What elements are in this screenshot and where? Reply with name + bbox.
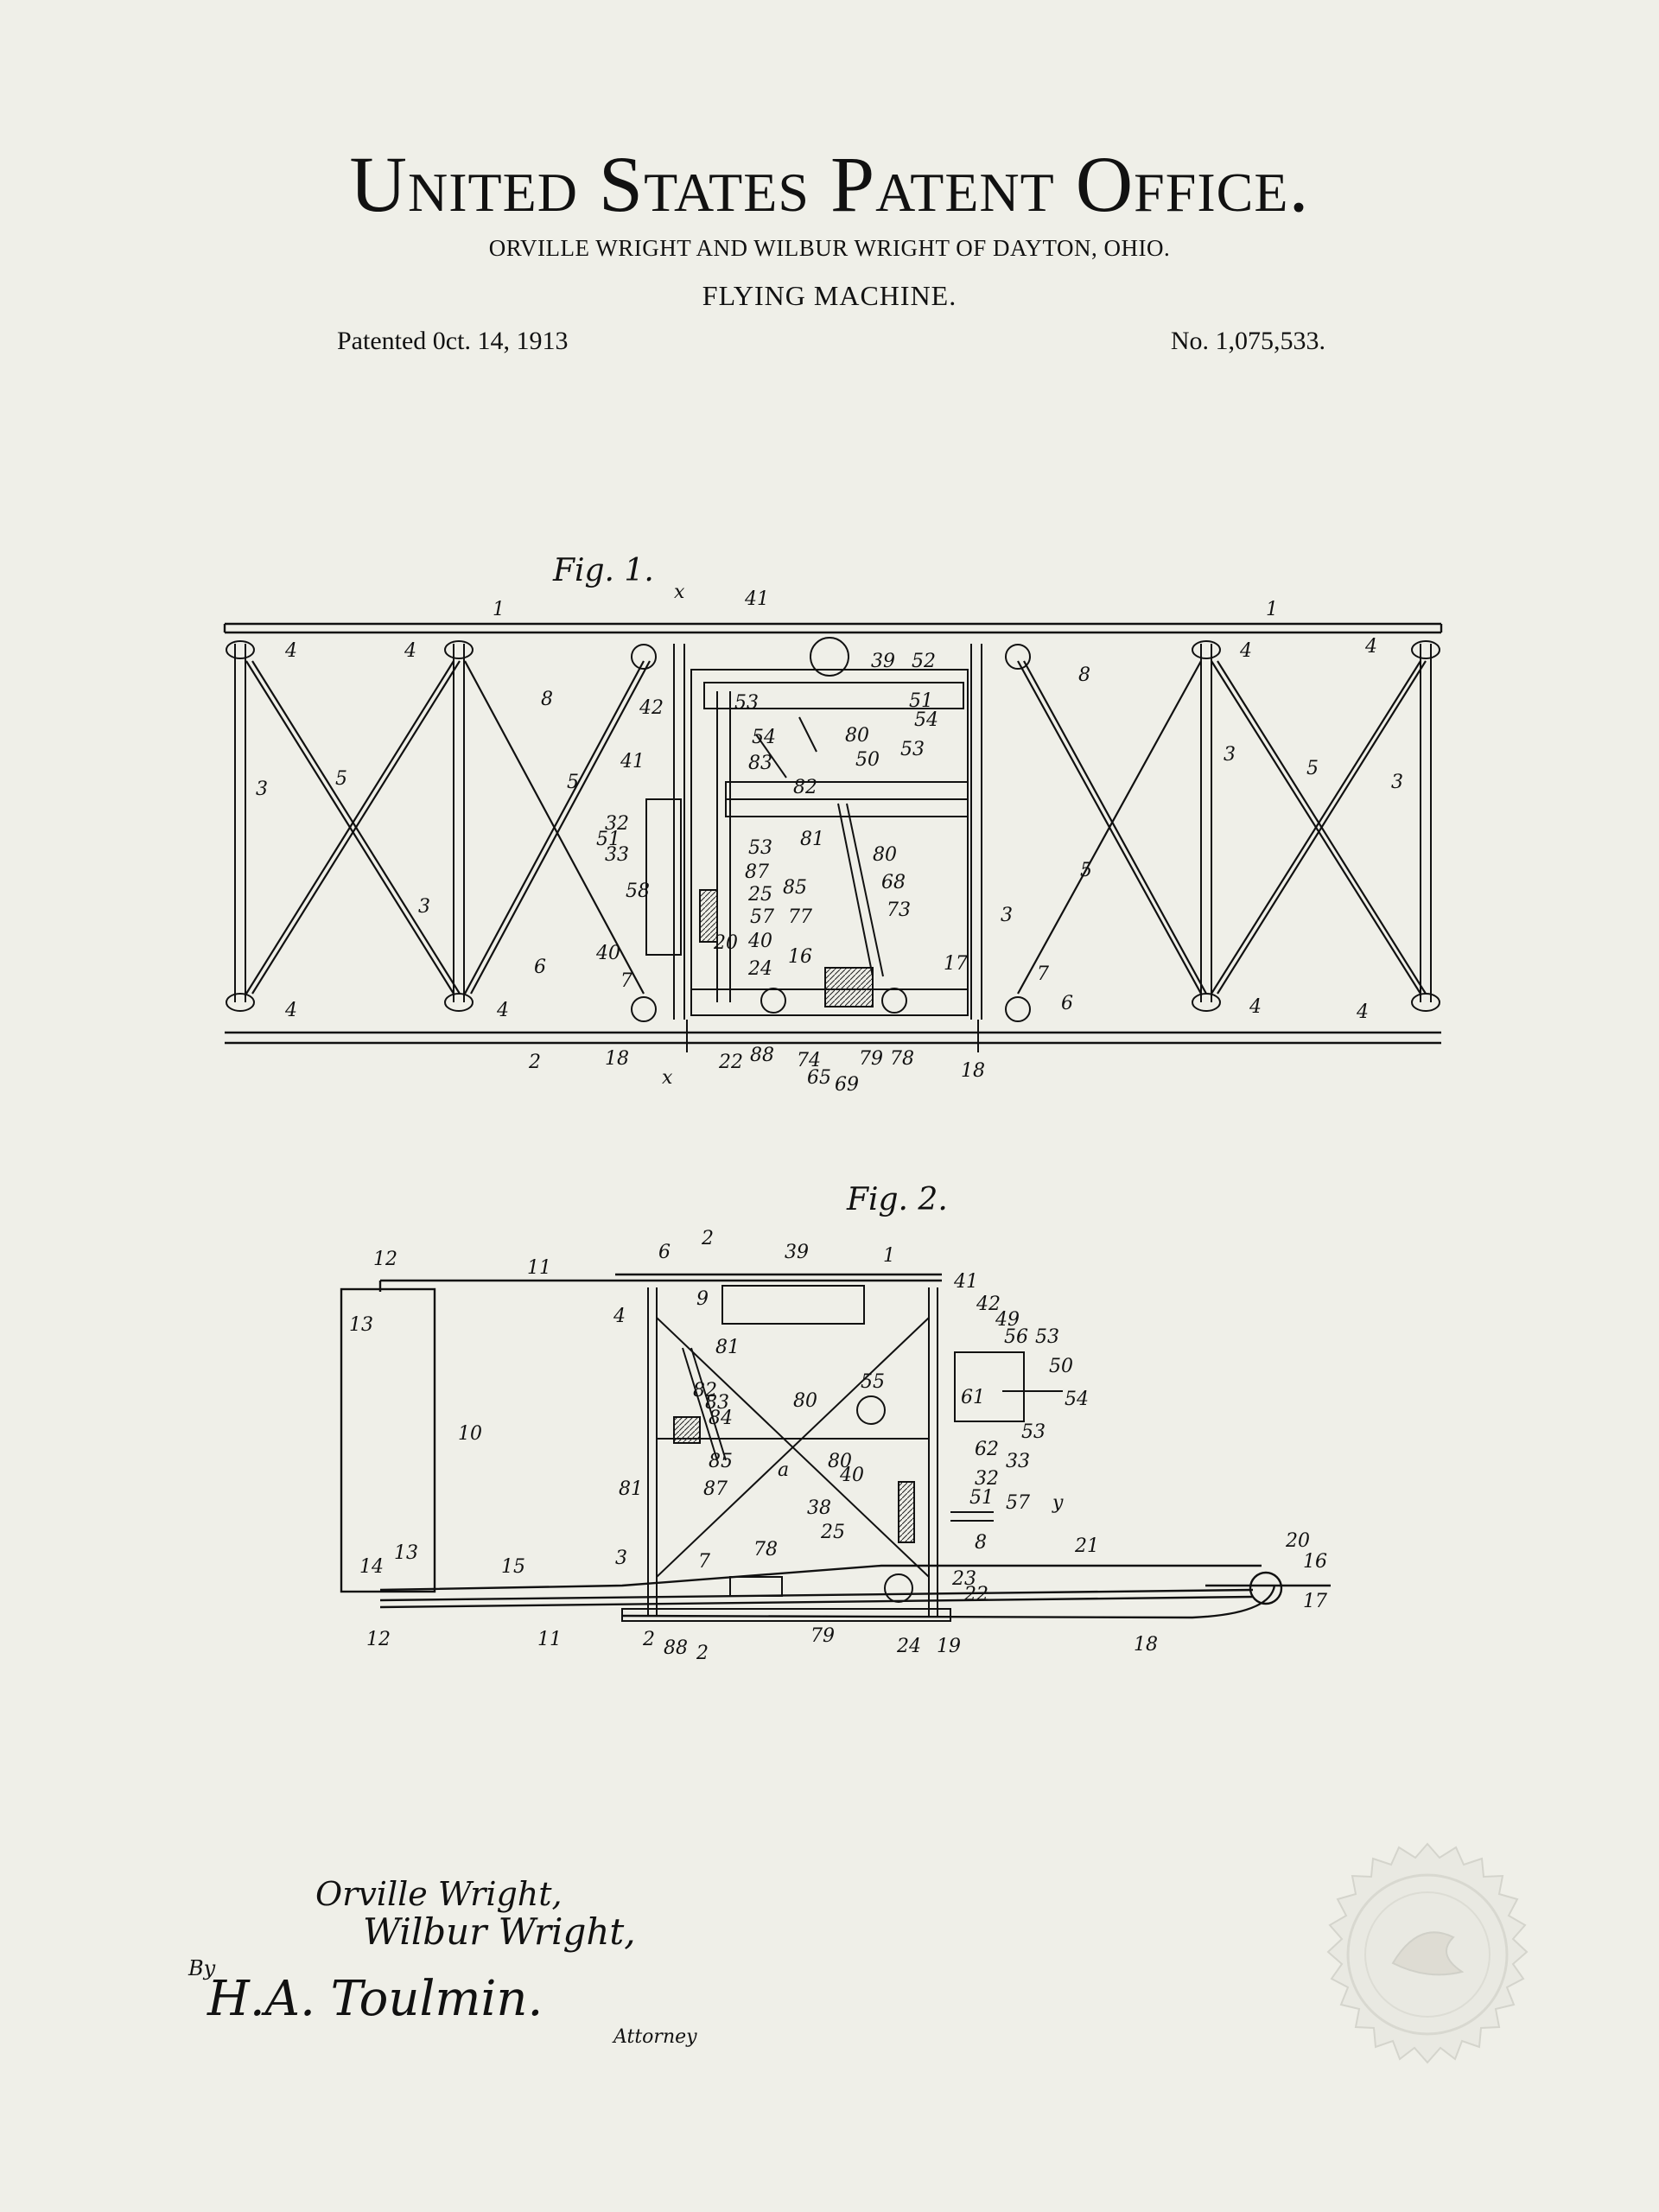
svg-text:2: 2	[696, 1643, 709, 1664]
svg-text:x: x	[662, 1067, 673, 1089]
svg-text:22: 22	[719, 1052, 743, 1073]
svg-text:54: 54	[914, 709, 938, 731]
svg-text:6: 6	[534, 957, 546, 978]
svg-text:x: x	[674, 582, 685, 603]
svg-text:53: 53	[748, 837, 772, 859]
svg-text:5: 5	[1080, 860, 1092, 881]
svg-text:12: 12	[366, 1629, 391, 1650]
svg-text:53: 53	[900, 739, 925, 760]
svg-text:4: 4	[1357, 1001, 1369, 1023]
svg-text:5: 5	[1306, 758, 1319, 779]
fig2-title: Fig. 2.	[847, 1182, 948, 1217]
svg-text:88: 88	[664, 1637, 688, 1659]
svg-text:17: 17	[1303, 1591, 1327, 1612]
svg-text:83: 83	[748, 753, 772, 774]
svg-text:80: 80	[873, 844, 897, 866]
svg-text:33: 33	[605, 844, 629, 866]
svg-text:a: a	[778, 1459, 790, 1481]
svg-text:61: 61	[961, 1387, 985, 1408]
svg-text:16: 16	[788, 946, 812, 968]
svg-text:69: 69	[835, 1074, 859, 1096]
svg-text:81: 81	[715, 1337, 740, 1358]
svg-text:14: 14	[359, 1556, 384, 1578]
svg-text:41: 41	[620, 751, 645, 772]
svg-text:52: 52	[912, 651, 936, 672]
svg-text:39: 39	[785, 1242, 809, 1263]
svg-text:11: 11	[527, 1257, 551, 1279]
svg-text:85: 85	[783, 877, 807, 899]
svg-text:4: 4	[285, 640, 297, 662]
svg-text:40: 40	[748, 931, 772, 952]
svg-text:57: 57	[750, 906, 774, 928]
svg-text:24: 24	[748, 958, 772, 980]
svg-text:19: 19	[937, 1636, 961, 1657]
svg-text:79: 79	[810, 1625, 835, 1647]
svg-text:56: 56	[1004, 1326, 1028, 1348]
svg-text:8: 8	[1078, 664, 1090, 686]
signature-attorney: H.A. Toulmin.	[207, 1971, 543, 2027]
fig1-title: Fig. 1.	[553, 553, 654, 588]
svg-text:4: 4	[1249, 996, 1262, 1018]
svg-text:4: 4	[1240, 640, 1252, 662]
svg-text:40: 40	[596, 943, 620, 964]
svg-text:84: 84	[709, 1408, 733, 1429]
patent-date: Patented 0ct. 14, 1913	[337, 327, 569, 355]
svg-text:83: 83	[705, 1392, 729, 1414]
svg-text:3: 3	[615, 1548, 627, 1569]
svg-text:50: 50	[1049, 1356, 1073, 1377]
svg-text:82: 82	[693, 1380, 717, 1402]
svg-text:80: 80	[845, 725, 869, 747]
svg-text:4: 4	[285, 1000, 297, 1021]
svg-text:4: 4	[404, 640, 416, 662]
svg-text:2: 2	[643, 1629, 655, 1650]
office-title: United States Patent Office.	[349, 140, 1310, 228]
svg-text:78: 78	[753, 1539, 778, 1560]
svg-text:3: 3	[256, 779, 268, 800]
svg-text:18: 18	[605, 1048, 629, 1070]
svg-text:21: 21	[1075, 1535, 1099, 1557]
svg-text:53: 53	[734, 692, 759, 714]
svg-text:58: 58	[626, 880, 650, 902]
svg-text:74: 74	[797, 1050, 821, 1071]
svg-text:3: 3	[418, 896, 430, 918]
svg-text:40: 40	[840, 1465, 864, 1486]
svg-text:3: 3	[1001, 905, 1013, 926]
svg-text:18: 18	[961, 1060, 985, 1082]
svg-text:2: 2	[702, 1228, 714, 1249]
svg-text:54: 54	[752, 727, 776, 748]
svg-text:41: 41	[745, 588, 769, 610]
svg-text:17: 17	[944, 953, 968, 975]
svg-text:1: 1	[883, 1245, 895, 1267]
svg-text:78: 78	[890, 1048, 914, 1070]
by-label: By	[188, 1956, 216, 1980]
svg-text:8: 8	[975, 1532, 987, 1554]
svg-text:53: 53	[1021, 1421, 1046, 1443]
svg-text:85: 85	[709, 1451, 733, 1472]
svg-text:7: 7	[1037, 963, 1049, 985]
svg-text:77: 77	[788, 906, 812, 928]
svg-text:10: 10	[458, 1423, 482, 1445]
svg-text:42: 42	[639, 697, 664, 719]
svg-text:11: 11	[537, 1629, 562, 1650]
svg-text:82: 82	[793, 777, 817, 798]
svg-text:80: 80	[828, 1451, 852, 1472]
svg-text:4: 4	[1365, 636, 1377, 658]
svg-text:53: 53	[1035, 1326, 1059, 1348]
signature-orville: Orville Wright,	[315, 1875, 563, 1913]
svg-text:7: 7	[620, 970, 632, 992]
svg-text:1: 1	[1266, 599, 1278, 620]
figure-2	[341, 1182, 1331, 1664]
svg-text:20: 20	[714, 932, 738, 954]
signature-wilbur: Wilbur Wright,	[363, 1910, 636, 1953]
svg-text:55: 55	[861, 1371, 885, 1393]
svg-text:25: 25	[821, 1522, 845, 1543]
svg-text:41: 41	[954, 1271, 978, 1293]
svg-text:5: 5	[567, 772, 579, 793]
svg-text:9: 9	[696, 1288, 709, 1310]
svg-text:81: 81	[800, 829, 824, 850]
svg-text:8: 8	[541, 689, 553, 710]
svg-text:7: 7	[698, 1551, 710, 1573]
svg-text:80: 80	[793, 1390, 817, 1412]
svg-text:42: 42	[976, 1294, 1001, 1315]
svg-text:62: 62	[975, 1439, 999, 1460]
patent-office-seal-icon	[1328, 1844, 1527, 2063]
svg-text:51: 51	[596, 829, 620, 850]
svg-text:32: 32	[605, 813, 629, 835]
attorney-label: Attorney	[613, 2026, 697, 2048]
svg-text:33: 33	[1006, 1451, 1030, 1472]
svg-text:6: 6	[658, 1242, 671, 1263]
svg-text:50: 50	[855, 749, 880, 771]
figure-1	[225, 553, 1441, 1096]
svg-text:4: 4	[613, 1306, 626, 1327]
svg-text:87: 87	[703, 1478, 728, 1500]
svg-text:3: 3	[1224, 744, 1236, 766]
svg-text:73: 73	[887, 899, 911, 921]
svg-text:13: 13	[349, 1314, 373, 1336]
svg-text:24: 24	[897, 1636, 921, 1657]
svg-text:81: 81	[619, 1478, 643, 1500]
svg-text:22: 22	[964, 1584, 988, 1605]
svg-text:54: 54	[1065, 1389, 1089, 1410]
svg-text:49: 49	[995, 1309, 1020, 1331]
svg-text:16: 16	[1303, 1551, 1327, 1573]
svg-text:5: 5	[335, 768, 347, 790]
svg-text:39: 39	[871, 651, 895, 672]
signature-block	[188, 1875, 697, 2048]
svg-text:65: 65	[807, 1067, 831, 1089]
svg-text:3: 3	[1391, 772, 1403, 793]
svg-text:79: 79	[859, 1048, 883, 1070]
svg-text:87: 87	[745, 861, 769, 883]
svg-text:4: 4	[497, 1000, 509, 1021]
svg-text:6: 6	[1061, 993, 1073, 1014]
svg-text:25: 25	[748, 884, 772, 906]
svg-text:51: 51	[969, 1487, 994, 1509]
svg-text:13: 13	[394, 1542, 418, 1564]
svg-text:51: 51	[909, 690, 933, 712]
svg-text:57: 57	[1006, 1492, 1030, 1514]
svg-text:88: 88	[750, 1045, 774, 1066]
svg-text:20: 20	[1286, 1530, 1310, 1552]
svg-text:32: 32	[975, 1468, 999, 1490]
svg-text:68: 68	[881, 872, 906, 893]
svg-text:18: 18	[1134, 1634, 1158, 1656]
svg-text:1: 1	[493, 599, 505, 620]
invention-title: FLYING MACHINE.	[702, 280, 957, 311]
svg-text:y: y	[1052, 1492, 1064, 1514]
svg-text:15: 15	[501, 1556, 525, 1578]
svg-text:12: 12	[373, 1249, 397, 1270]
inventors-line: ORVILLE WRIGHT AND WILBUR WRIGHT OF DAYTON, OHIO.	[488, 235, 1171, 261]
svg-text:2: 2	[529, 1052, 541, 1073]
svg-text:23: 23	[952, 1568, 976, 1590]
svg-text:38: 38	[807, 1497, 831, 1519]
patent-number: No. 1,075,533.	[1170, 327, 1325, 355]
